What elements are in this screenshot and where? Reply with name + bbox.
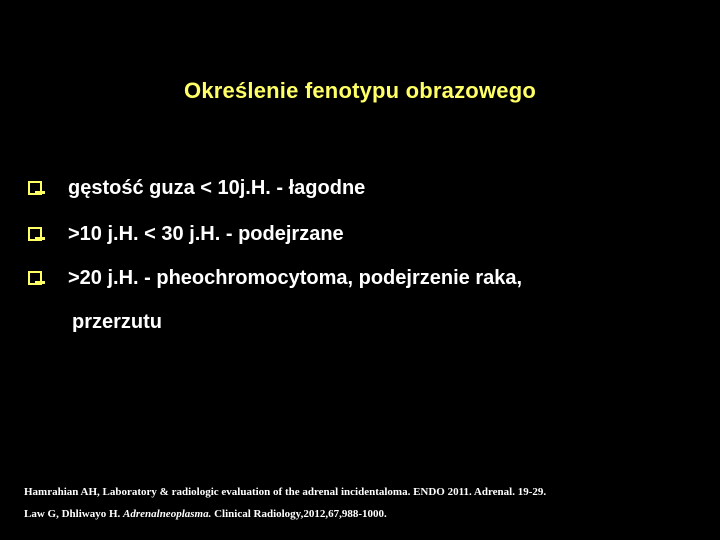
bullet-item <box>28 222 344 246</box>
checkbox-bullet-icon <box>28 271 42 285</box>
bullet-item <box>28 266 522 290</box>
bullet-text: gęstość guza < 10j.H. - łagodne <box>68 177 366 199</box>
bullet-item <box>28 176 365 200</box>
checkbox-bullet-icon <box>28 227 42 241</box>
reference-1: Hamrahian AH, Laboratory & radiologic evaluation of the adrenal incidentaloma. ENDO 2011. Adrenal. 19-29. <box>24 486 547 498</box>
bullet-text: >20 j.H. - pheochromocytoma, podejrzenie raka, <box>68 267 523 289</box>
reference-2-authors: Law G, Dhliwayo H. <box>24 508 121 520</box>
reference-2-title: Adrenalneoplasma. <box>123 508 212 520</box>
slide-title: Określenie fenotypu obrazowego <box>184 78 536 103</box>
bullet-text-continuation: przerzutu <box>72 311 162 333</box>
bullet-text: >10 j.H. < 30 j.H. - podejrzane <box>68 223 344 245</box>
reference-2-source: Clinical Radiology,2012,67,988-1000. <box>214 508 387 520</box>
reference-2 <box>24 508 387 520</box>
checkbox-bullet-icon <box>28 181 42 195</box>
